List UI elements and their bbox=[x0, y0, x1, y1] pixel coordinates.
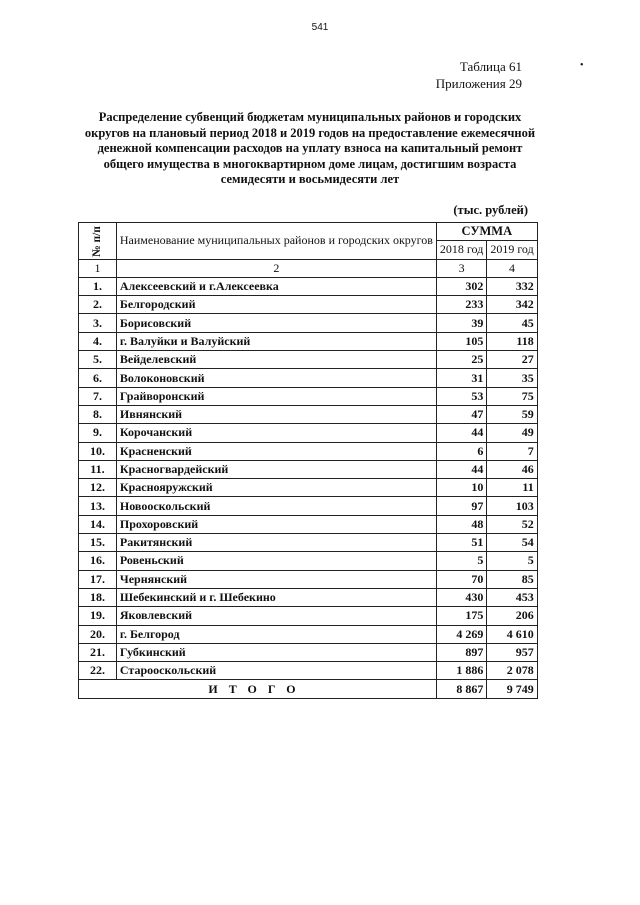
row-number: 10. bbox=[79, 442, 117, 460]
value-2018: 5 bbox=[436, 552, 486, 570]
value-2018: 6 bbox=[436, 442, 486, 460]
table-row bbox=[79, 643, 538, 661]
row-number: 16. bbox=[79, 552, 117, 570]
value-2019: 52 bbox=[487, 515, 537, 533]
table-row bbox=[79, 296, 538, 314]
district-name: Алексеевский и г.Алексеевка bbox=[116, 277, 436, 295]
value-2018: 25 bbox=[436, 351, 486, 369]
value-2018: 1 886 bbox=[436, 662, 486, 680]
district-name: Краснояружский bbox=[116, 479, 436, 497]
row-number: 15. bbox=[79, 534, 117, 552]
index-row bbox=[79, 259, 538, 277]
value-2019: 46 bbox=[487, 460, 537, 478]
index-cell: 1 bbox=[79, 259, 117, 277]
sum-header: СУММА bbox=[436, 223, 537, 241]
value-2018: 10 bbox=[436, 479, 486, 497]
value-2019: 11 bbox=[487, 479, 537, 497]
row-number: 12. bbox=[79, 479, 117, 497]
row-number: 17. bbox=[79, 570, 117, 588]
page-number: 541 bbox=[311, 22, 329, 33]
row-number: 2. bbox=[79, 296, 117, 314]
district-name: Белгородский bbox=[116, 296, 436, 314]
value-2019: 332 bbox=[487, 277, 537, 295]
value-2018: 31 bbox=[436, 369, 486, 387]
index-cell: 4 bbox=[487, 259, 537, 277]
value-2018: 175 bbox=[436, 607, 486, 625]
row-number: 18. bbox=[79, 588, 117, 606]
district-name: Борисовский bbox=[116, 314, 436, 332]
row-number: 22. bbox=[79, 662, 117, 680]
appendix-label: Приложения 29 bbox=[435, 76, 522, 91]
table-row bbox=[79, 424, 538, 442]
value-2018: 44 bbox=[436, 460, 486, 478]
value-2018: 233 bbox=[436, 296, 486, 314]
district-name: Губкинский bbox=[116, 643, 436, 661]
value-2019: 45 bbox=[487, 314, 537, 332]
table-row bbox=[79, 662, 538, 680]
district-name: Ракитянский bbox=[116, 534, 436, 552]
table-row bbox=[79, 534, 538, 552]
year-2018-header: 2018 год bbox=[436, 241, 486, 259]
index-cell: 2 bbox=[116, 259, 436, 277]
value-2018: 48 bbox=[436, 515, 486, 533]
row-number: 8. bbox=[79, 405, 117, 423]
header-row bbox=[79, 223, 538, 241]
table-row bbox=[79, 277, 538, 295]
units-label: (тыс. рублей) bbox=[453, 203, 528, 217]
table-label: Таблица 61 bbox=[459, 59, 522, 74]
value-2019: 49 bbox=[487, 424, 537, 442]
title-line: округов на плановый период 2018 и 2019 годов на предоставление ежемесячной bbox=[84, 125, 536, 140]
table-row bbox=[79, 625, 538, 643]
district-name: Ивнянский bbox=[116, 405, 436, 423]
total-row bbox=[79, 680, 538, 698]
value-2019: 206 bbox=[487, 607, 537, 625]
value-2018: 430 bbox=[436, 588, 486, 606]
row-number: 4. bbox=[79, 332, 117, 350]
table-row bbox=[79, 570, 538, 588]
title-line: семидесяти и восьмидесяти лет bbox=[220, 172, 400, 186]
col-name-header: Наименование муниципальных районов и городских округов bbox=[116, 223, 436, 260]
district-name: г. Валуйки и Валуйский bbox=[116, 332, 436, 350]
value-2018: 97 bbox=[436, 497, 486, 515]
value-2019: 453 bbox=[487, 588, 537, 606]
district-name: Старооскольский bbox=[116, 662, 436, 680]
value-2019: 35 bbox=[487, 369, 537, 387]
table-row bbox=[79, 387, 538, 405]
col-num-header: № п/п bbox=[79, 223, 117, 260]
table-row bbox=[79, 405, 538, 423]
row-number: 7. bbox=[79, 387, 117, 405]
value-2019: 118 bbox=[487, 332, 537, 350]
district-name: Шебекинский и г. Шебекино bbox=[116, 588, 436, 606]
table-row bbox=[79, 442, 538, 460]
value-2018: 302 bbox=[436, 277, 486, 295]
table-row bbox=[79, 515, 538, 533]
table-row bbox=[79, 369, 538, 387]
table-reference bbox=[436, 58, 522, 92]
value-2019: 75 bbox=[487, 387, 537, 405]
row-number: 20. bbox=[79, 625, 117, 643]
table-row bbox=[79, 552, 538, 570]
document-title bbox=[80, 110, 540, 188]
index-cell: 3 bbox=[436, 259, 486, 277]
value-2019: 27 bbox=[487, 351, 537, 369]
table-row bbox=[79, 588, 538, 606]
table-row bbox=[79, 460, 538, 478]
value-2018: 44 bbox=[436, 424, 486, 442]
subvention-table bbox=[78, 222, 538, 699]
stray-mark: • bbox=[580, 60, 584, 71]
table-row bbox=[79, 607, 538, 625]
row-number: 13. bbox=[79, 497, 117, 515]
value-2018: 53 bbox=[436, 387, 486, 405]
value-2018: 105 bbox=[436, 332, 486, 350]
total-label: ИТОГО bbox=[79, 680, 437, 698]
value-2019: 957 bbox=[487, 643, 537, 661]
value-2018: 897 bbox=[436, 643, 486, 661]
total-2018: 8 867 bbox=[436, 680, 486, 698]
table-row bbox=[79, 497, 538, 515]
row-number: 6. bbox=[79, 369, 117, 387]
value-2019: 59 bbox=[487, 405, 537, 423]
value-2019: 103 bbox=[487, 497, 537, 515]
row-number: 19. bbox=[79, 607, 117, 625]
district-name: Ровеньский bbox=[116, 552, 436, 570]
value-2019: 54 bbox=[487, 534, 537, 552]
district-name: Новооскольский bbox=[116, 497, 436, 515]
title-line: денежной компенсации расходов на уплату взноса на капитальный ремонт bbox=[97, 141, 523, 155]
year-2019-header: 2019 год bbox=[487, 241, 537, 259]
table-row bbox=[79, 479, 538, 497]
district-name: Грайворонский bbox=[116, 387, 436, 405]
district-name: Вейделевский bbox=[116, 351, 436, 369]
row-number: 11. bbox=[79, 460, 117, 478]
value-2018: 4 269 bbox=[436, 625, 486, 643]
district-name: Красногвардейский bbox=[116, 460, 436, 478]
row-number: 3. bbox=[79, 314, 117, 332]
value-2018: 39 bbox=[436, 314, 486, 332]
table-row bbox=[79, 332, 538, 350]
district-name: Яковлевский bbox=[116, 607, 436, 625]
value-2019: 7 bbox=[487, 442, 537, 460]
district-name: г. Белгород bbox=[116, 625, 436, 643]
value-2019: 85 bbox=[487, 570, 537, 588]
value-2019: 342 bbox=[487, 296, 537, 314]
row-number: 5. bbox=[79, 351, 117, 369]
table-row bbox=[79, 314, 538, 332]
title-line: общего имущества в многоквартирном доме лицам, достигшим возраста bbox=[103, 156, 517, 171]
value-2019: 2 078 bbox=[487, 662, 537, 680]
title-line: Распределение субвенций бюджетам муниципальных районов и городских bbox=[98, 110, 522, 124]
value-2019: 4 610 bbox=[487, 625, 537, 643]
district-name: Чернянский bbox=[116, 570, 436, 588]
district-name: Корочанский bbox=[116, 424, 436, 442]
row-number: 9. bbox=[79, 424, 117, 442]
table-row bbox=[79, 351, 538, 369]
district-name: Прохоровский bbox=[116, 515, 436, 533]
row-number: 21. bbox=[79, 643, 117, 661]
value-2018: 51 bbox=[436, 534, 486, 552]
value-2019: 5 bbox=[487, 552, 537, 570]
value-2018: 47 bbox=[436, 405, 486, 423]
total-2019: 9 749 bbox=[487, 680, 537, 698]
district-name: Красненский bbox=[116, 442, 436, 460]
row-number: 14. bbox=[79, 515, 117, 533]
district-name: Волоконовский bbox=[116, 369, 436, 387]
row-number: 1. bbox=[79, 277, 117, 295]
value-2018: 70 bbox=[436, 570, 486, 588]
